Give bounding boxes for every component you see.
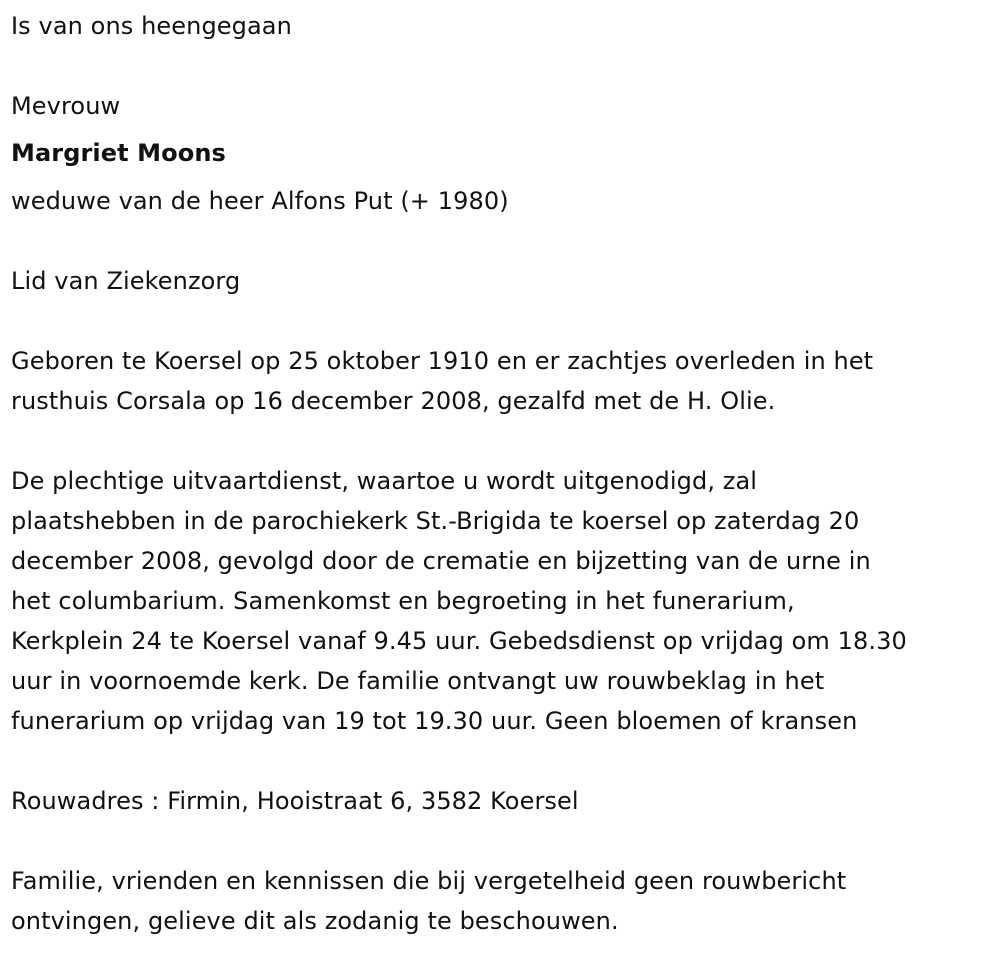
closing-line: ontvingen, gelieve dit als zodanig te beschouwen. <box>11 907 619 935</box>
closing-line: Familie, vrienden en kennissen die bij vergetelheid geen rouwbericht <box>11 867 847 895</box>
intro-text: Is van ons heengegaan <box>11 12 292 40</box>
relation-text: weduwe van de heer Alfons Put (+ 1980) <box>11 187 509 215</box>
birth-death-line: Geboren te Koersel op 25 oktober 1910 en er zachtjes overleden in het <box>11 347 874 375</box>
title-prefix: Mevrouw <box>11 92 121 120</box>
ceremony-line: Kerkplein 24 te Koersel vanaf 9.45 uur. Gebedsdienst op vrijdag om 18.30 <box>11 627 907 655</box>
ceremony-line: uur in voornoemde kerk. De familie ontvangt uw rouwbeklag in het <box>11 667 825 695</box>
ceremony-line: december 2008, gevolgd door de crematie en bijzetting van de urne in <box>11 547 871 575</box>
ceremony-line: het columbarium. Samenkomst en begroeting in het funerarium, <box>11 587 795 615</box>
membership-text: Lid van Ziekenzorg <box>11 267 241 295</box>
ceremony-line: plaatshebben in de parochiekerk St.-Brigida te koersel op zaterdag 20 <box>11 507 860 535</box>
mourning-address: Rouwadres : Firmin, Hooistraat 6, 3582 Koersel <box>11 787 579 815</box>
deceased-name: Margriet Moons <box>11 139 226 167</box>
ceremony-line: De plechtige uitvaartdienst, waartoe u wordt uitgenodigd, zal <box>11 467 758 495</box>
ceremony-line: funerarium op vrijdag van 19 tot 19.30 uur. Geen bloemen of kransen <box>11 707 858 735</box>
birth-death-line: rusthuis Corsala op 16 december 2008, gezalfd met de H. Olie. <box>11 387 776 415</box>
